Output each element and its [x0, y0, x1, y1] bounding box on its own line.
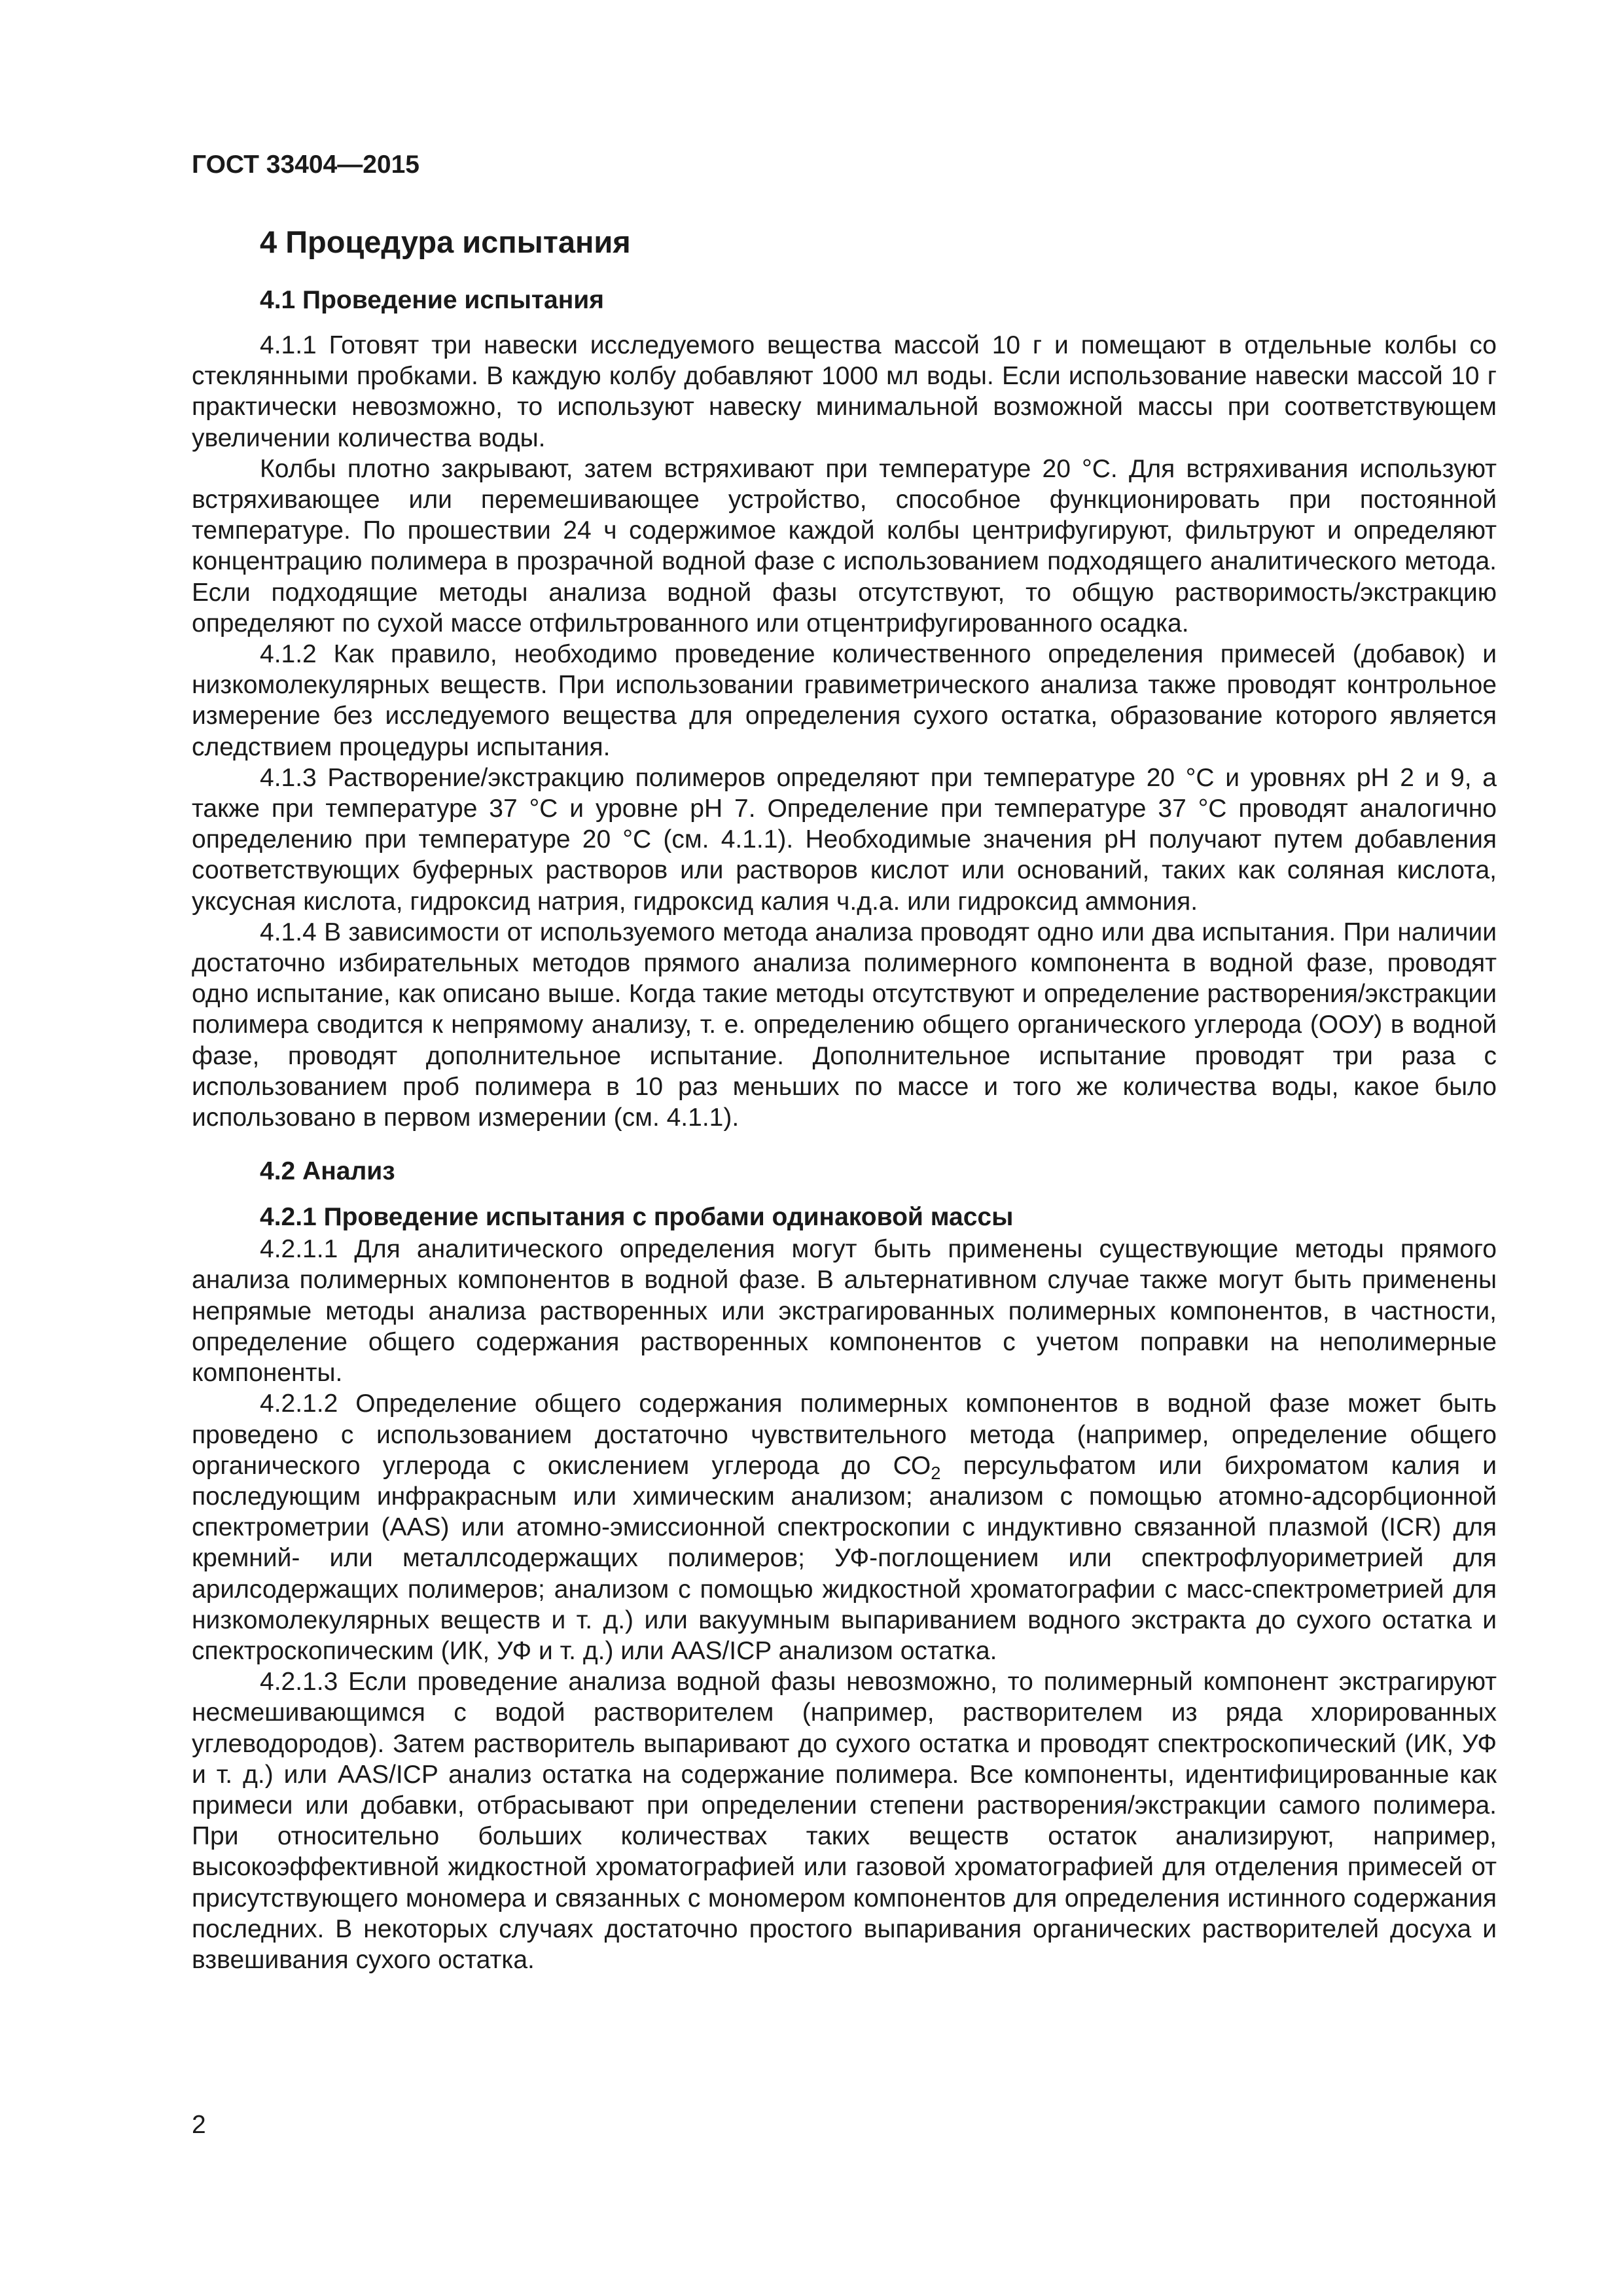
paragraph-4-2-1-2-part2: персульфатом или бихроматом калия и последующим инфракрасным или химическим анализом; анализом с помощью атомно-адсорбционной спектрометрии (AAS) или атомно-эмиссионной спектроскопии с индуктивно связанной плазмой (ICR) для кремний- или металлсодержащих полимеров; УФ-поглощением или спектрофлуориметрией для арилсодержащих полимеров; анализом с помощью жидкостной хроматографии с масс-спектрометрией для низкомолекулярных веществ и т. д.) или вакуумным выпариванием водного экстракта до сухого остатка и спектроскопическим (ИК, УФ и т. д.) или AAS/ICP анализом остатка. [192, 1451, 1497, 1665]
subscript-2: 2 [931, 1462, 941, 1483]
paragraph-4-2-1-1: 4.2.1.1 Для аналитического определения могут быть применены существующие методы прямого анализа полимерных компонентов в водной фазе. В альтернативном случае также могут быть применены непрямые методы анализа растворенных или экстрагированных полимерных компонентов, в частности, определение общего содержания растворенных компонентов с учетом поправки на неполимерные компоненты. [192, 1235, 1497, 1388]
paragraph-4-1-1: 4.1.1 Готовят три навески исследуемого вещества массой 10 г и помещают в отдельные колбы со стеклянными пробками. В каждую колбу добавляют 1000 мл воды. Если использование навески массой 10 г практически невозможно, то используют навеску минимальной возможной массы при соответствующем увеличении количества воды. [192, 331, 1497, 452]
paragraph-4-2-1-3: 4.2.1.3 Если проведение анализа водной фазы невозможно, то полимерный компонент экстрагируют несмешивающимся с водой растворителем (например, растворителем из ряда хлорированных углеводородов). Затем растворитель выпаривают до сухого остатка и проводят спектроскопический (ИК, УФ и т. д.) или AAS/ICP анализ остатка на содержание полимера. Все компоненты, идентифицированные как примеси или добавки, отбрасывают при определении степени растворения/экстракции самого полимера. При относительно больших количествах таких веществ остаток анализируют, например, высокоэффективной жидкостной хроматографией или газовой хроматографией для отделения примесей от присутствующего мономера и связанных с мономером компонентов для определения истинного содержания последних. В некоторых случаях достаточно простого выпаривания органических растворителей досуха и взвешивания сухого остатка. [192, 1668, 1497, 1974]
paragraph-4-2-1-2 [192, 1388, 1497, 1666]
paragraph-4-1-1-cont: Колбы плотно закрывают, затем встряхивают при температуре 20 °С. Для встряхивания используют встряхивающее или перемешивающее устройство, способное функционировать при постоянной температуре. По прошествии 24 ч содержимое каждой колбы центрифугируют, фильтруют и определяют концентрацию полимера в прозрачной водной фазе с использованием подходящего аналитического метода. Если подходящие методы анализа водной фазы отсутствуют, то общую растворимость/экстракцию определяют по сухой массе отфильтрованного или отцентрифугированного осадка. [192, 454, 1497, 637]
section-4-1-heading: 4.1 Проведение испытания [260, 286, 604, 314]
section-4-2-heading: 4.2 Анализ [260, 1157, 395, 1186]
paragraph-4-2-1-2-part1: 4.2.1.2 Определение общего содержания полимерных компонентов в водной фазе может быть проведено с использованием достаточно чувствительного метода (например, определение общего органического углерода с окислением углерода до СО [192, 1390, 1497, 1480]
page-number: 2 [192, 2111, 206, 2139]
paragraph-4-1-2: 4.1.2 Как правило, необходимо проведение количественного определения примесей (добавок) и низкомолекулярных веществ. При использовании гравиметрического анализа также проводят контрольное измерение без исследуемого вещества для определения сухого остатка, образование которого является следствием процедуры испытания. [192, 640, 1497, 761]
document-code: ГОСТ 33404—2015 [192, 151, 419, 179]
paragraph-4-1-3: 4.1.3 Растворение/экстракцию полимеров определяют при температуре 20 °С и уровнях рН 2 и 9, а также при температуре 37 °С и уровне рН 7. Определение при температуре 37 °С проводят аналогично определению при температуре 20 °С (см. 4.1.1). Необходимые значения рН получают путем добавления соответствующих буферных растворов или растворов кислот или оснований, таких как соляная кислота, уксусная кислота, гидроксид натрия, гидроксид калия ч.д.а. или гидроксид аммония. [192, 763, 1497, 916]
section-4-heading: 4 Процедура испытания [260, 224, 631, 259]
paragraph-4-1-4: 4.1.4 В зависимости от используемого метода анализа проводят одно или два испытания. При наличии достаточно избирательных методов прямого анализа полимерного компонента в водной фазе, проводят одно испытание, как описано выше. Когда такие методы отсутствуют и определение растворения/экстракции полимера сводится к непрямому анализу, т. е. определению общего органического углерода (ООУ) в водной фазе, проводят дополнительное испытание. Дополнительное испытание проводят три раза с использованием проб полимера в 10 раз меньших по массе и того же количества воды, какое было использовано в первом измерении (см. 4.1.1). [192, 918, 1497, 1132]
section-4-2-1-heading: 4.2.1 Проведение испытания с пробами одинаковой массы [260, 1203, 1014, 1232]
page-content [192, 223, 1497, 1975]
